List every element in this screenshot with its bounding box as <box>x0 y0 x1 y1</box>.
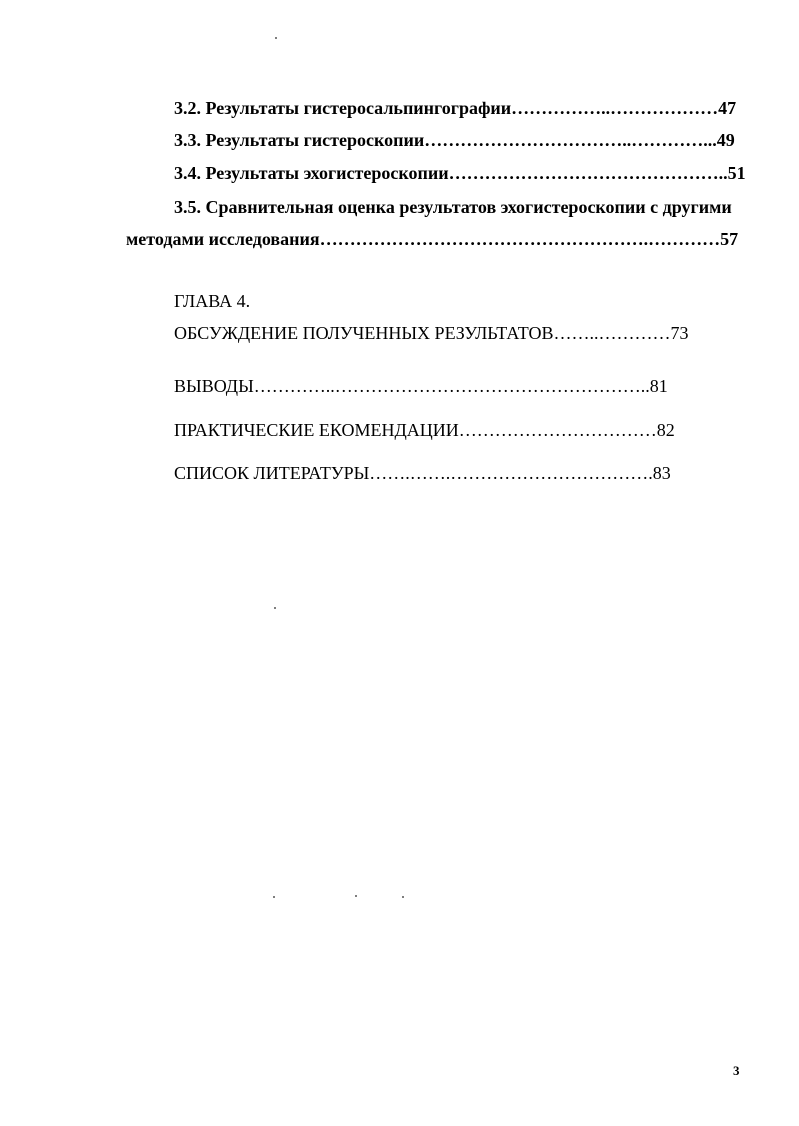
toc-entry-3-3: 3.3. Результаты гистероскопии……………………………..…………...49 <box>174 130 735 150</box>
toc-entry-3-2: 3.2. Результаты гистеросальпингографии……………..………………47 <box>174 98 737 118</box>
toc-entry-3-4: 3.4. Результаты эхогистероскопии………………………………………..51 <box>174 163 746 183</box>
toc-bibliography: СПИСОК ЛИТЕРАТУРЫ…….…….…………………………….83 <box>174 463 671 483</box>
toc-entry-3-5-line1: 3.5. Сравнительная оценка результатов эхогистероскопии с другими <box>174 197 732 217</box>
toc-conclusions: ВЫВОДЫ…………..……………………………………………..81 <box>174 376 668 396</box>
scan-speck <box>274 607 276 609</box>
toc-entry-3-5-line2: методами исследования……………………………………………….…………57 <box>126 229 739 249</box>
scan-speck <box>275 37 277 39</box>
page-number: 3 <box>733 1063 740 1078</box>
toc-recommendations: ПРАКТИЧЕСКИЕ ЕКОМЕНДАЦИИ……………………………82 <box>174 420 675 440</box>
scan-speck <box>273 896 275 898</box>
scan-speck <box>355 895 357 897</box>
chapter-4-heading: ГЛАВА 4. <box>174 291 251 311</box>
chapter-4-title: ОБСУЖДЕНИЕ ПОЛУЧЕННЫХ РЕЗУЛЬТАТОВ……..…………73 <box>174 323 689 343</box>
scan-speck <box>402 896 404 898</box>
